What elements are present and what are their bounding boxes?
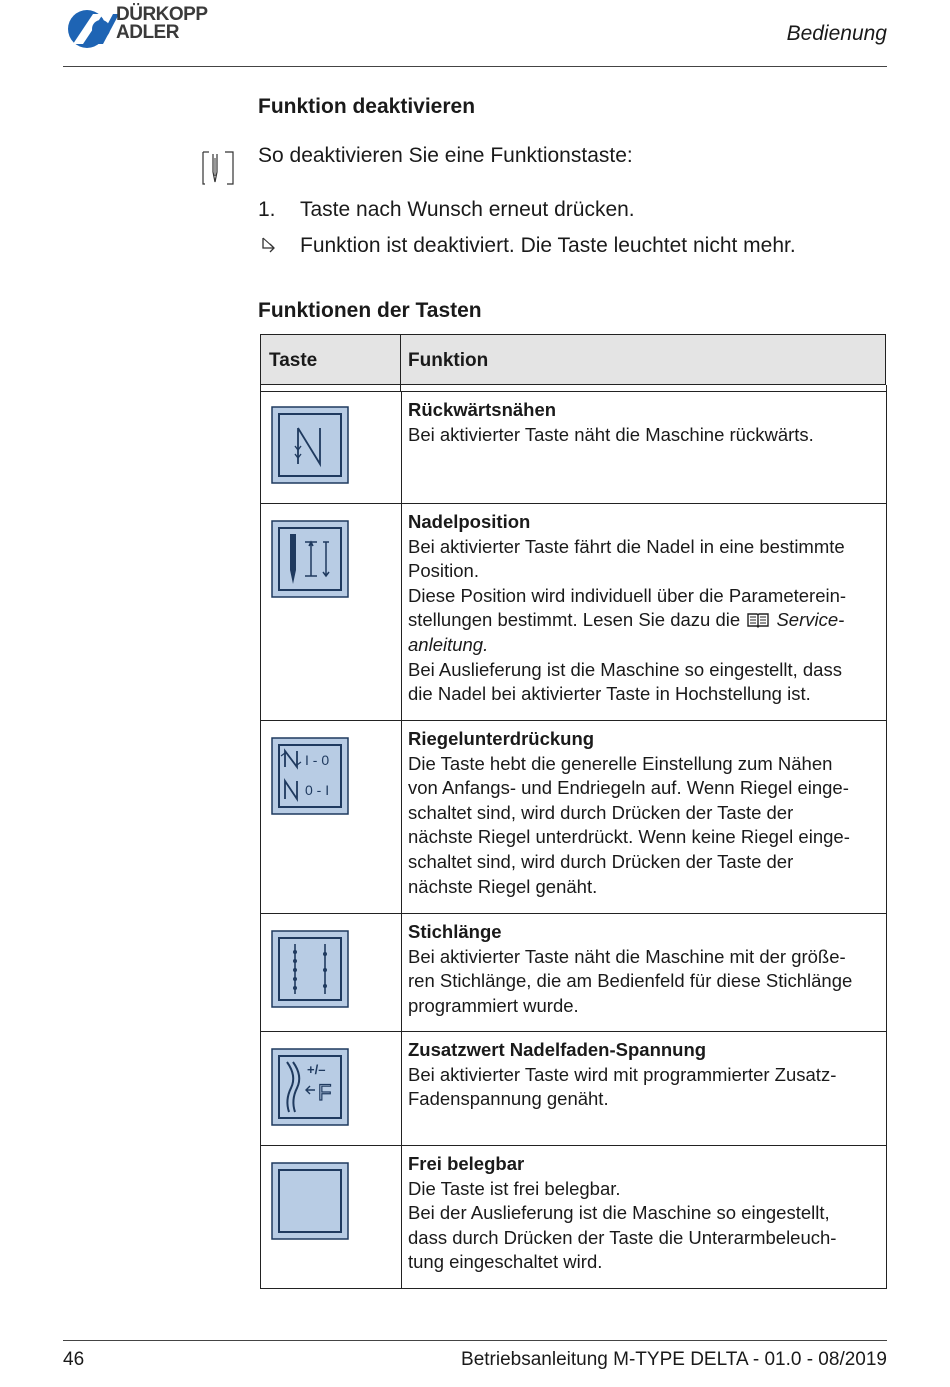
function-text: schaltet sind, wird durch Drücken der Taste der xyxy=(408,801,794,823)
brand-line-2: ADLER xyxy=(116,22,179,43)
function-text: stellungen bestimmt. Lesen Sie dazu die xyxy=(408,609,741,631)
table-row xyxy=(260,914,887,1032)
document-title: Betriebsanleitung M-TYPE DELTA - 01.0 - 08/2019 xyxy=(461,1349,887,1370)
key-label: 0 - I xyxy=(305,782,330,798)
function-title: Nadelposition xyxy=(408,511,531,532)
function-text: Bei der Auslieferung ist die Maschine so eingestellt, xyxy=(408,1202,830,1224)
function-text: Position. xyxy=(408,560,479,582)
function-title: Zusatzwert Nadelfaden-Spannung xyxy=(408,1039,707,1060)
function-text: Bei aktivierter Taste wird mit programmierter Zusatz- xyxy=(408,1063,837,1085)
column-header-function: Funktion xyxy=(408,350,489,371)
deactivate-heading: Funktion deaktivieren xyxy=(258,95,476,118)
function-text: Die Taste ist frei belegbar. xyxy=(408,1177,621,1199)
function-title: Rückwärtsnähen xyxy=(408,399,557,420)
function-text: Bei aktivierter Taste näht die Maschine rückwärts. xyxy=(408,423,814,445)
function-text: nächste Riegel unterdrückt. Wenn keine Riegel einge- xyxy=(408,826,850,848)
instruction-hand-icon xyxy=(199,150,235,186)
stitch-length-key-icon[interactable] xyxy=(271,930,349,1008)
blank-key-icon[interactable] xyxy=(271,1162,349,1240)
column-header-key: Taste xyxy=(269,350,318,371)
key-label: +/– xyxy=(307,1062,326,1077)
reverse-sewing-key-icon[interactable] xyxy=(271,406,349,484)
step-number: 1. xyxy=(258,198,276,221)
bartack-suppression-key-icon[interactable] xyxy=(271,737,349,815)
functions-heading: Funktionen der Tasten xyxy=(258,299,482,322)
table-header xyxy=(260,334,886,385)
book-reference-icon xyxy=(747,612,769,628)
function-text: Diese Position wird individuell über die Parameterein- xyxy=(408,584,847,606)
function-text: schaltet sind, wird durch Drücken der Taste der xyxy=(408,850,794,872)
deactivate-intro: So deaktivieren Sie eine Funktionstaste: xyxy=(258,144,633,167)
function-text: anleitung. xyxy=(408,633,489,655)
footer-divider xyxy=(63,1340,887,1341)
key-label: I - 0 xyxy=(305,752,330,768)
function-text: Bei aktivierter Taste näht die Maschine mit der größe- xyxy=(408,945,846,967)
service-manual-link[interactable]: Service- xyxy=(776,609,845,631)
brand-line-1: DÜRKOPP xyxy=(116,4,208,25)
function-text: ren Stichlänge, die am Bedienfeld für diese Stichlänge xyxy=(408,970,853,992)
thread-tension-key-icon[interactable] xyxy=(271,1048,349,1126)
function-title: Riegelunterdrückung xyxy=(408,728,595,749)
function-text: von Anfangs- und Endriegeln auf. Wenn Riegel einge- xyxy=(408,777,849,799)
function-text: nächste Riegel genäht. xyxy=(408,875,598,897)
function-text: die Nadel bei aktivierter Taste in Hochstellung ist. xyxy=(408,683,811,705)
result-arrow-icon xyxy=(260,237,278,255)
function-text: Bei aktivierter Taste fährt die Nadel in eine bestimmte xyxy=(408,535,845,557)
function-text: dass durch Drücken der Taste die Unterarmbeleuch- xyxy=(408,1226,837,1248)
step-text: Taste nach Wunsch erneut drücken. xyxy=(300,198,635,221)
table-row xyxy=(260,504,887,721)
needle-position-key-icon[interactable] xyxy=(271,520,349,598)
section-title: Bedienung xyxy=(786,22,887,45)
table-row xyxy=(260,1146,887,1289)
function-text: Bei Auslieferung ist die Maschine so eingestellt, dass xyxy=(408,658,842,680)
function-text: programmiert wurde. xyxy=(408,994,579,1016)
table-row xyxy=(260,1032,887,1146)
page-number: 46 xyxy=(63,1349,85,1370)
table-row xyxy=(260,392,887,504)
function-text: Die Taste hebt die generelle Einstellung zum Nähen xyxy=(408,752,833,774)
header-divider xyxy=(63,66,887,67)
key-label: F xyxy=(318,1080,332,1105)
table-row xyxy=(260,721,887,914)
result-text: Funktion ist deaktiviert. Die Taste leuchtet nicht mehr. xyxy=(300,234,796,257)
function-text: tung eingeschaltet wird. xyxy=(408,1251,603,1273)
function-title: Stichlänge xyxy=(408,921,502,942)
function-title: Frei belegbar xyxy=(408,1153,525,1174)
function-text: Fadenspannung genäht. xyxy=(408,1088,609,1110)
